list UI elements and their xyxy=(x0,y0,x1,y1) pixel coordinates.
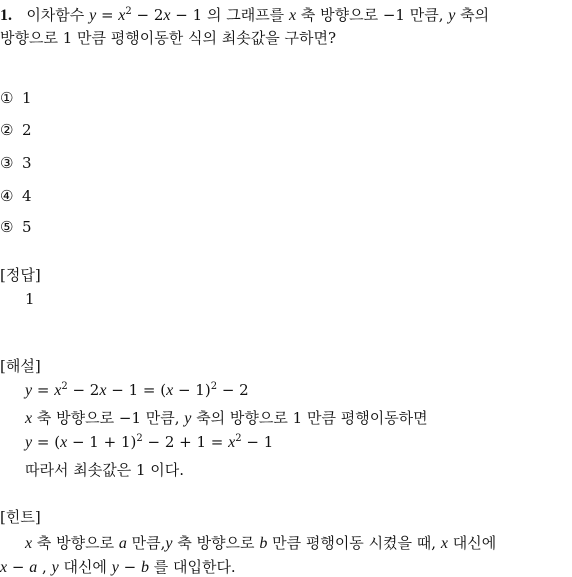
hint-text-g: 대신에 xyxy=(63,558,107,576)
hint-label: [힌트] xyxy=(0,508,41,526)
hint-text-e: 대신에 xyxy=(452,534,497,552)
option-2-symbol: ② xyxy=(0,121,14,139)
option-4-value: 4 xyxy=(22,187,32,205)
explanation-text-a: 축 방향으로 xyxy=(36,409,115,427)
option-5-value: 5 xyxy=(22,218,32,236)
question-number: 1. xyxy=(0,7,12,24)
explanation-label: [해설] xyxy=(0,357,41,375)
option-1-value: 1 xyxy=(22,89,32,107)
hint-line-2: x − a , y 대신에 y − b 를 대입한다. xyxy=(0,558,236,576)
hint-text-f: , xyxy=(42,558,47,576)
option-4-symbol: ④ xyxy=(0,187,14,205)
question-line-1: 1. 이차함수 $y = x^2 - 2x - 1$ 의 그래프를 x 축 방향으로 −1 만큼, y 축의 xyxy=(0,6,490,24)
explanation-text-c: 축의 방향으로 1 만큼 평행이동하면 xyxy=(196,409,428,427)
option-1[interactable] xyxy=(0,89,32,107)
question-text-a: 이차함수 xyxy=(26,6,85,24)
explanation-text-b: 만큼, xyxy=(145,409,180,427)
option-3-value: 3 xyxy=(22,154,32,172)
explanation-line-3: $y = (x - 1 + 1)^2 - 2 + 1 = x^2 - 1$ xyxy=(25,433,274,451)
hint-line-1: x 축 방향으로 a 만큼,y 축 방향으로 b 만큼 평행이동 시켰을 때, x 대신에 xyxy=(25,534,497,552)
question-text-b: 의 그래프를 xyxy=(206,6,285,24)
option-1-symbol: ① xyxy=(0,89,14,107)
hint-text-a: 축 방향으로 xyxy=(36,534,115,552)
hint-text-c: 축 방향으로 xyxy=(177,534,255,552)
question-line-2: 방향으로 1 만큼 평행이동한 식의 최솟값을 구하면? xyxy=(0,29,336,47)
option-4[interactable] xyxy=(0,187,32,205)
option-3-symbol: ③ xyxy=(0,154,14,172)
explanation-line-2: x 축 방향으로 −1 만큼, y 축의 방향으로 1 만큼 평행이동하면 xyxy=(25,409,428,427)
explanation-line-1: $y = x^2 - 2x - 1 = (x - 1)^2 - 2$ xyxy=(25,381,249,399)
answer-value: 1 xyxy=(25,290,35,308)
option-5[interactable] xyxy=(0,218,32,236)
answer-label: [정답] xyxy=(0,266,41,284)
question-text-f: 축의 xyxy=(460,6,490,24)
hint-text-h: 를 대입한다. xyxy=(153,558,236,576)
option-2-value: 2 xyxy=(22,121,32,139)
question-text-c: 축 방향으로 xyxy=(300,6,379,24)
question-text-e: 만큼, xyxy=(409,6,444,24)
hint-text-d: 만큼 평행이동 시켰을 때, xyxy=(272,534,437,552)
option-5-symbol: ⑤ xyxy=(0,218,14,236)
explanation-line-4: 따라서 최솟값은 1 이다. xyxy=(25,461,185,479)
option-3[interactable] xyxy=(0,154,32,172)
hint-text-b: 만큼, xyxy=(131,534,166,552)
question-text-d: −1 xyxy=(382,6,405,24)
option-2[interactable] xyxy=(0,121,32,139)
